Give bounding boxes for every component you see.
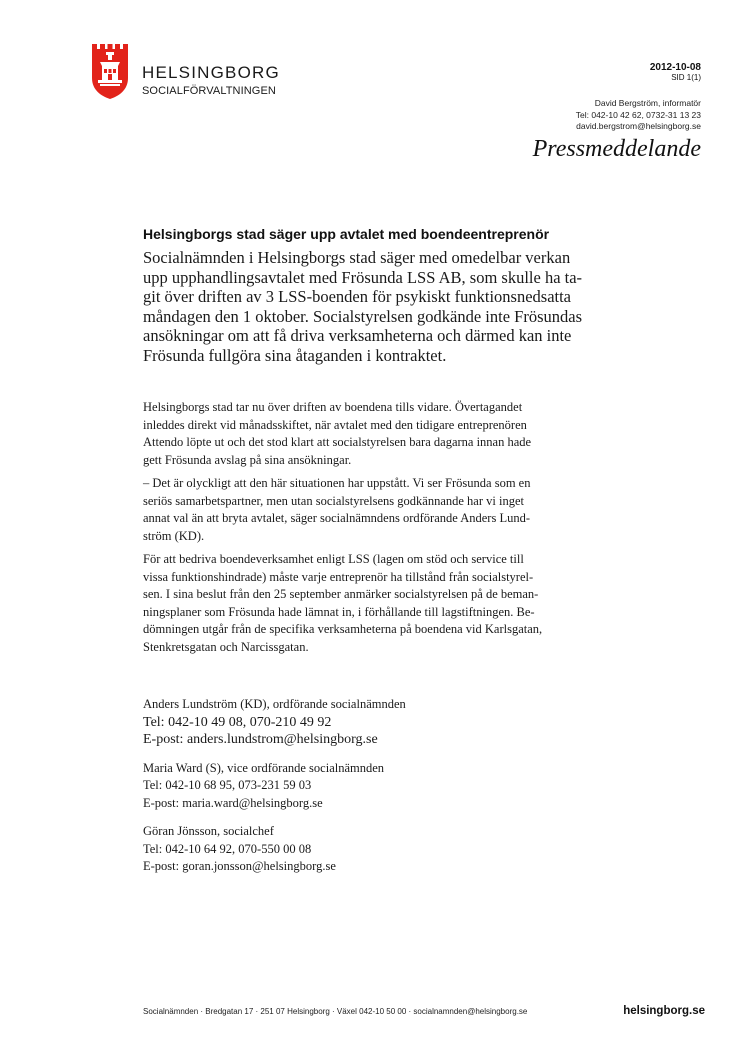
lead-line: måndagen den 1 oktober. Socialstyrelsen godkände inte Frösundas xyxy=(143,306,582,326)
press-contact-email: david.bergstrom@helsingborg.se xyxy=(576,121,701,131)
press-contact xyxy=(576,98,701,133)
body-line: – Det är olyckligt att den här situationen har uppstått. Vi ser Frösunda som en xyxy=(143,476,531,490)
article-headline: Helsingborgs stad säger upp avtalet med boendeentreprenör xyxy=(143,226,550,242)
helsingborg-crest-logo xyxy=(91,44,129,100)
contact-list xyxy=(143,696,406,887)
contact-email[interactable]: E-post: goran.jonsson@helsingborg.se xyxy=(143,859,336,873)
contact-email[interactable]: E-post: maria.ward@helsingborg.se xyxy=(143,795,323,810)
body-line: vissa funktionshindrade) måste varje entreprenör ha tillstånd från socialstyrel- xyxy=(143,569,534,584)
body-line: gett Frösunda avslag på sina ansökningar. xyxy=(143,452,352,467)
lead-line: ansökningar om att få driva verksamheterna och därmed kan inte xyxy=(143,326,572,345)
body-paragraph xyxy=(143,399,613,469)
article-body xyxy=(143,399,613,662)
body-paragraph xyxy=(143,475,613,545)
body-line: dömningen utgår från de specifika verksamheterna på boendena vid Karlsgatan, xyxy=(143,622,543,636)
document-type: Pressmeddelande xyxy=(532,136,701,162)
body-line: Stenkretsgatan och Narcissgatan. xyxy=(143,639,309,654)
body-line: För att bedriva boendeverksamhet enligt LSS (lagen om stöd och service till xyxy=(143,552,524,566)
department-name: SOCIALFÖRVALTNINGEN xyxy=(142,85,276,97)
lead-line: Frösunda fullgöra sina åtaganden i kontraktet. xyxy=(143,345,447,365)
body-line: annat val än att bryta avtalet, säger socialnämndens ordförande Anders Lund- xyxy=(143,511,531,525)
body-line: ström (KD). xyxy=(143,528,205,543)
body-line: inleddes direkt vid månadsskiftet, när avtalet med den tidigare entreprenören xyxy=(143,417,527,432)
contact-block xyxy=(143,696,406,749)
contact-block xyxy=(143,760,406,813)
footer-website-link[interactable]: helsingborg.se xyxy=(623,1005,705,1017)
press-contact-tel: Tel: 042-10 42 62, 0732-31 13 23 xyxy=(575,109,701,120)
brand-name: HELSINGBORG xyxy=(142,63,280,82)
body-line: Helsingborgs stad tar nu över driften av boendena tills vidare. Övertagandet xyxy=(143,400,523,414)
body-paragraph xyxy=(143,551,613,656)
contact-tel: Tel: 042-10 49 08, 070-210 49 92 xyxy=(143,714,332,730)
document-date: 2012-10-08 xyxy=(649,62,701,73)
lead-line: Socialnämnden i Helsingborgs stad säger med omedelbar verkan xyxy=(143,248,571,267)
page-reference: SID 1(1) xyxy=(671,73,701,82)
brand-block xyxy=(142,64,280,97)
lead-line: upp upphandlingsavtalet med Frösunda LSS AB, som skulle ha ta- xyxy=(143,267,583,287)
document-meta xyxy=(650,62,701,83)
contact-name: Maria Ward (S), vice ordförande socialnämnden xyxy=(143,760,385,775)
contact-email[interactable]: E-post: anders.lundstrom@helsingborg.se xyxy=(143,732,378,747)
lead-paragraph xyxy=(143,248,613,365)
contact-tel: Tel: 042-10 68 95, 073-231 59 03 xyxy=(143,778,312,792)
contact-name: Anders Lundström (KD), ordförande socialnämnden xyxy=(143,697,406,711)
body-line: sen. I sina beslut från den 25 september anmärker socialstyrelsen på de beman- xyxy=(143,587,539,601)
body-line: seriös samarbetspartner, men utan socialstyrelsens godkännande har vi inget xyxy=(143,493,524,508)
body-line: ningsplaner som Frösunda hade lämnat in, i förhållande till lagstiftningen. Be- xyxy=(143,604,535,619)
press-contact-name: David Bergström, informatör xyxy=(594,98,701,108)
footer-address: Socialnämnden · Bredgatan 17 · 251 07 Helsingborg · Växel 042-10 50 00 · socialnamnden@helsingborg.se xyxy=(143,1007,528,1016)
body-line: Attendo löpte ut och det stod klart att socialstyrelsen bara dagarna innan hade xyxy=(143,435,532,449)
page-footer xyxy=(143,1005,705,1019)
contact-block xyxy=(143,823,406,876)
lead-line: git över driften av 3 LSS-boenden för psykiskt funktionsnedsatta xyxy=(143,287,572,306)
contact-tel: Tel: 042-10 64 92, 070-550 00 08 xyxy=(143,841,312,856)
contact-name: Göran Jönsson, socialchef xyxy=(143,824,274,838)
